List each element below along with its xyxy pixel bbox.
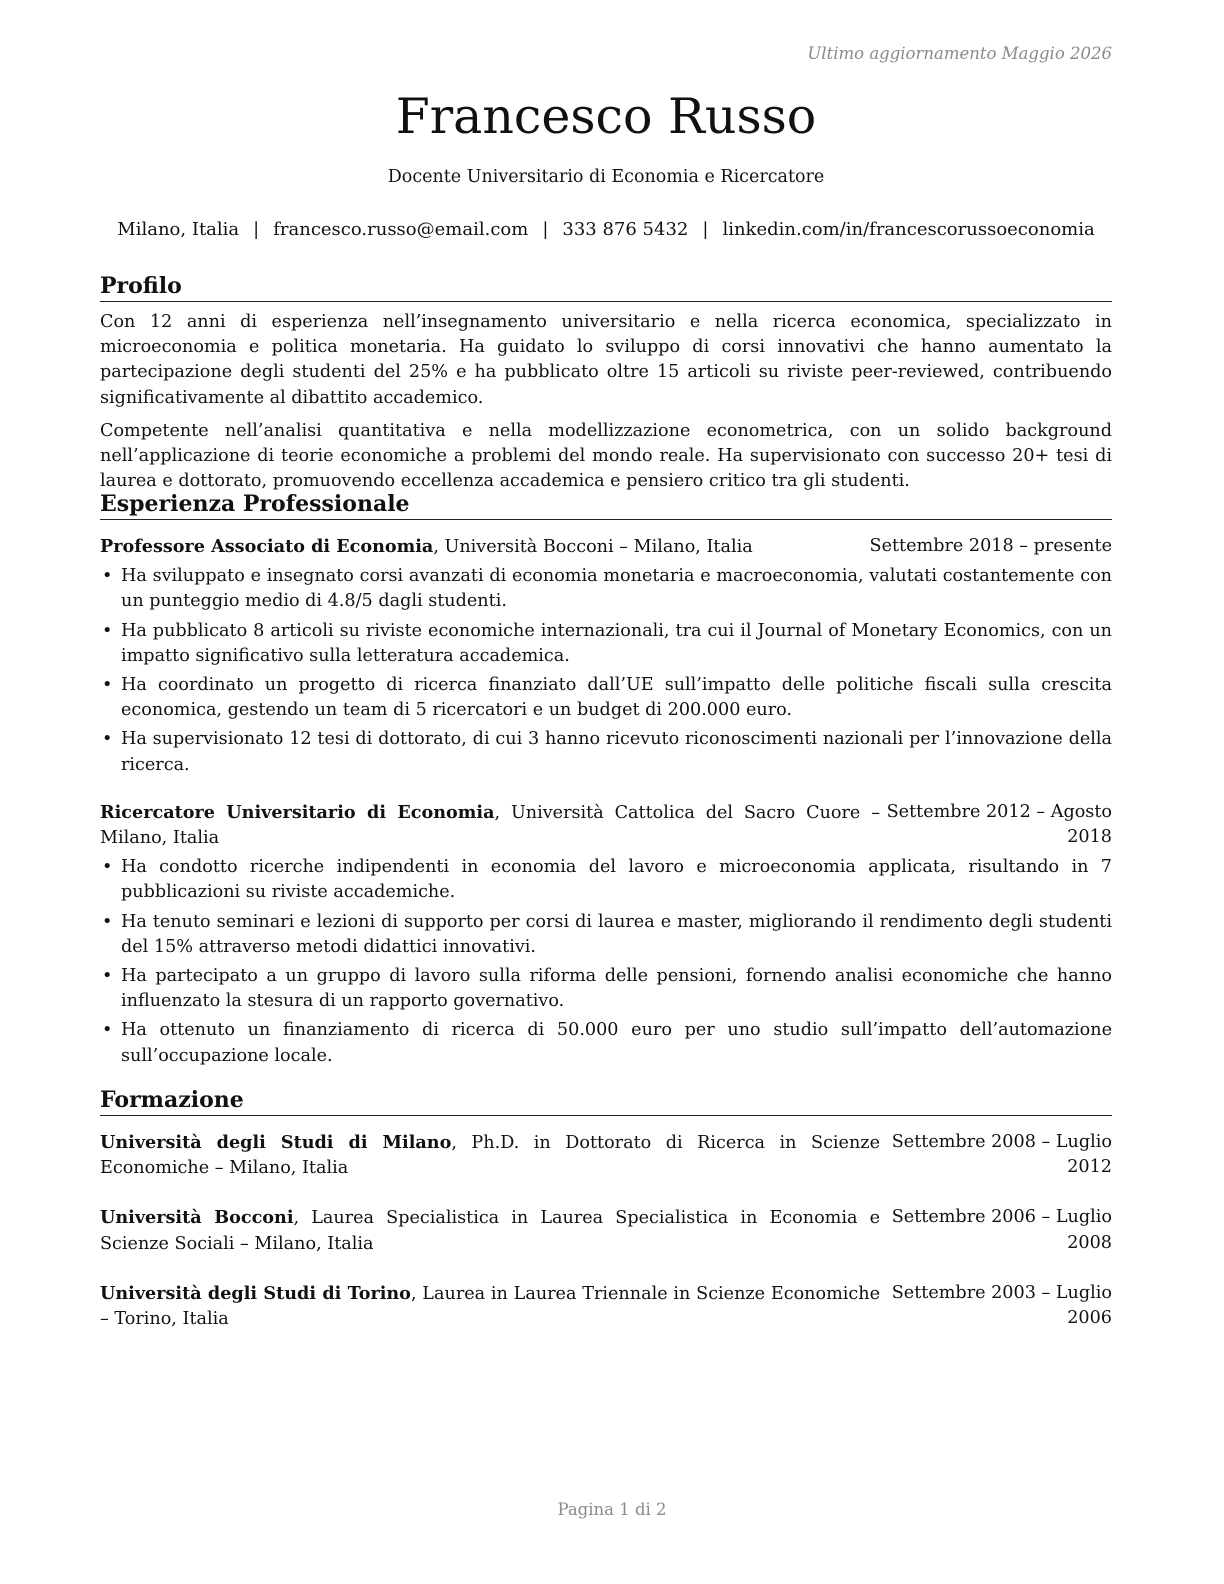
resume-page bbox=[100, 0, 1112, 1584]
job-bullets bbox=[100, 564, 1112, 778]
job-title-line bbox=[100, 800, 880, 851]
education-header bbox=[100, 1281, 1112, 1332]
profile-paragraph: Competente nell’analisi quantitativa e nella modellizzazione econometrica, con un solido background nell’applicazione di teorie economiche a problemi del mondo reale. Ha supervisionato con successo 20+ tesi di laurea e dottorato, promuovendo eccellenza accademica e pensiero critico tra gli studenti. bbox=[100, 420, 1112, 492]
education-dates: Settembre 2008 – Luglio 2012 bbox=[891, 1132, 1112, 1178]
education-title-line bbox=[100, 1205, 880, 1256]
job-bullets bbox=[100, 855, 1112, 1069]
education-title-line bbox=[100, 1130, 880, 1181]
contact-location: Milano, Italia bbox=[117, 219, 240, 240]
job-dates: Settembre 2018 – presente bbox=[869, 536, 1112, 556]
education-detail: , Laurea Specialistica in Laurea Specialistica in Economia e Scienze Sociali – Milano, Italia bbox=[100, 1208, 880, 1254]
job-subtitle: Docente Universitario di Economia e Ricercatore bbox=[387, 167, 825, 187]
page-number: Pagina 1 di 2 bbox=[557, 1500, 667, 1519]
job-header bbox=[100, 534, 1112, 560]
contact-separator: | bbox=[542, 219, 549, 240]
education-detail: , Laurea in Laurea Triennale in Scienze Economiche – Torino, Italia bbox=[100, 1283, 880, 1330]
contact-phone[interactable]: 333 876 5432 bbox=[562, 219, 689, 240]
list-item: • Ha ottenuto un finanziamento di ricerca di 50.000 euro per uno studio sull’impatto dell’automazione sull’occupazione locale. bbox=[100, 1018, 1112, 1068]
contact-separator: | bbox=[253, 219, 260, 240]
section-title-education: Formazione bbox=[100, 1085, 1112, 1116]
job-entry bbox=[100, 534, 1112, 778]
list-item: • Ha supervisionato 12 tesi di dottorato, di cui 3 hanno ricevuto riconoscimenti nazionali per l’innovazione della ricerca. bbox=[100, 727, 1112, 777]
job-title-line bbox=[100, 534, 870, 560]
education-school: Università degli Studi di Torino bbox=[100, 1282, 411, 1304]
list-item: • Ha partecipato a un gruppo di lavoro sulla riforma delle pensioni, fornendo analisi economiche che hanno influenzato la stesura di un rapporto governativo. bbox=[100, 964, 1112, 1014]
education-section bbox=[100, 1085, 1112, 1332]
education-dates: Settembre 2006 – Luglio 2008 bbox=[891, 1207, 1112, 1253]
contact-email[interactable]: francesco.russo@email.com bbox=[273, 219, 529, 240]
job-header bbox=[100, 800, 1112, 851]
job-role: Professore Associato di Economia bbox=[100, 536, 434, 557]
section-title-profile: Profilo bbox=[100, 271, 1112, 302]
job-org: , Università Bocconi – Milano, Italia bbox=[433, 537, 753, 557]
education-title-line bbox=[100, 1281, 880, 1332]
last-updated: Ultimo aggiornamento Maggio 2026 bbox=[807, 44, 1112, 63]
list-item: • Ha tenuto seminari e lezioni di supporto per corsi di laurea e master, migliorando il rendimento degli studenti del 15% attraverso metodi didattici innovativi. bbox=[100, 910, 1112, 960]
education-school: Università degli Studi di Milano bbox=[100, 1132, 452, 1153]
job-org: , Università Cattolica del Sacro Cuore – Milano, Italia bbox=[100, 802, 880, 849]
contact-line bbox=[100, 219, 1112, 240]
section-title-experience: Esperienza Professionale bbox=[100, 489, 1112, 520]
education-school: Università Bocconi bbox=[100, 1207, 294, 1229]
experience-section bbox=[100, 489, 1112, 1073]
person-name: Francesco Russo bbox=[395, 88, 817, 145]
job-role: Ricercatore Universitario di Economia bbox=[100, 801, 495, 823]
education-detail: , Ph.D. in Dottorato di Ricerca in Scienze Economiche – Milano, Italia bbox=[100, 1133, 880, 1179]
contact-separator: | bbox=[702, 219, 709, 240]
education-entry bbox=[100, 1281, 1112, 1332]
education-header bbox=[100, 1205, 1112, 1256]
profile-section bbox=[100, 271, 1112, 494]
list-item: • Ha coordinato un progetto di ricerca finanziato dall’UE sull’impatto delle politiche fiscali sulla crescita economica, gestendo un team di 5 ricercatori e un budget di 200.000 euro. bbox=[100, 673, 1112, 723]
job-dates: Settembre 2012 – Agosto 2018 bbox=[886, 801, 1112, 848]
education-dates: Settembre 2003 – Luglio 2006 bbox=[891, 1282, 1112, 1329]
list-item: • Ha condotto ricerche indipendenti in economia del lavoro e microeconomia applicata, risultando in 7 pubblicazioni su riviste accademiche. bbox=[100, 855, 1112, 905]
list-item: • Ha pubblicato 8 articoli su riviste economiche internazionali, tra cui il Journal of Monetary Economics, con un impatto significativo sulla letteratura accademica. bbox=[100, 619, 1112, 669]
contact-linkedin[interactable]: linkedin.com/in/francescorussoeconomia bbox=[722, 219, 1095, 240]
profile-paragraph: Con 12 anni di esperienza nell’insegnamento universitario e nella ricerca economica, specializzato in microeconomia e politica monetaria. Ha guidato lo sviluppo di corsi innovativi che hanno aumentato la partecipazione degli studenti del 25% e ha pubblicato oltre 15 articoli su riviste peer-reviewed, contribuendo significativamente al dibattito accademico. bbox=[100, 312, 1112, 408]
education-entry bbox=[100, 1205, 1112, 1256]
list-item: • Ha sviluppato e insegnato corsi avanzati di economia monetaria e macroeconomia, valutati costantemente con un punteggio medio di 4.8/5 dagli studenti. bbox=[100, 564, 1112, 614]
job-entry bbox=[100, 800, 1112, 1069]
education-header bbox=[100, 1130, 1112, 1181]
education-entry bbox=[100, 1130, 1112, 1181]
